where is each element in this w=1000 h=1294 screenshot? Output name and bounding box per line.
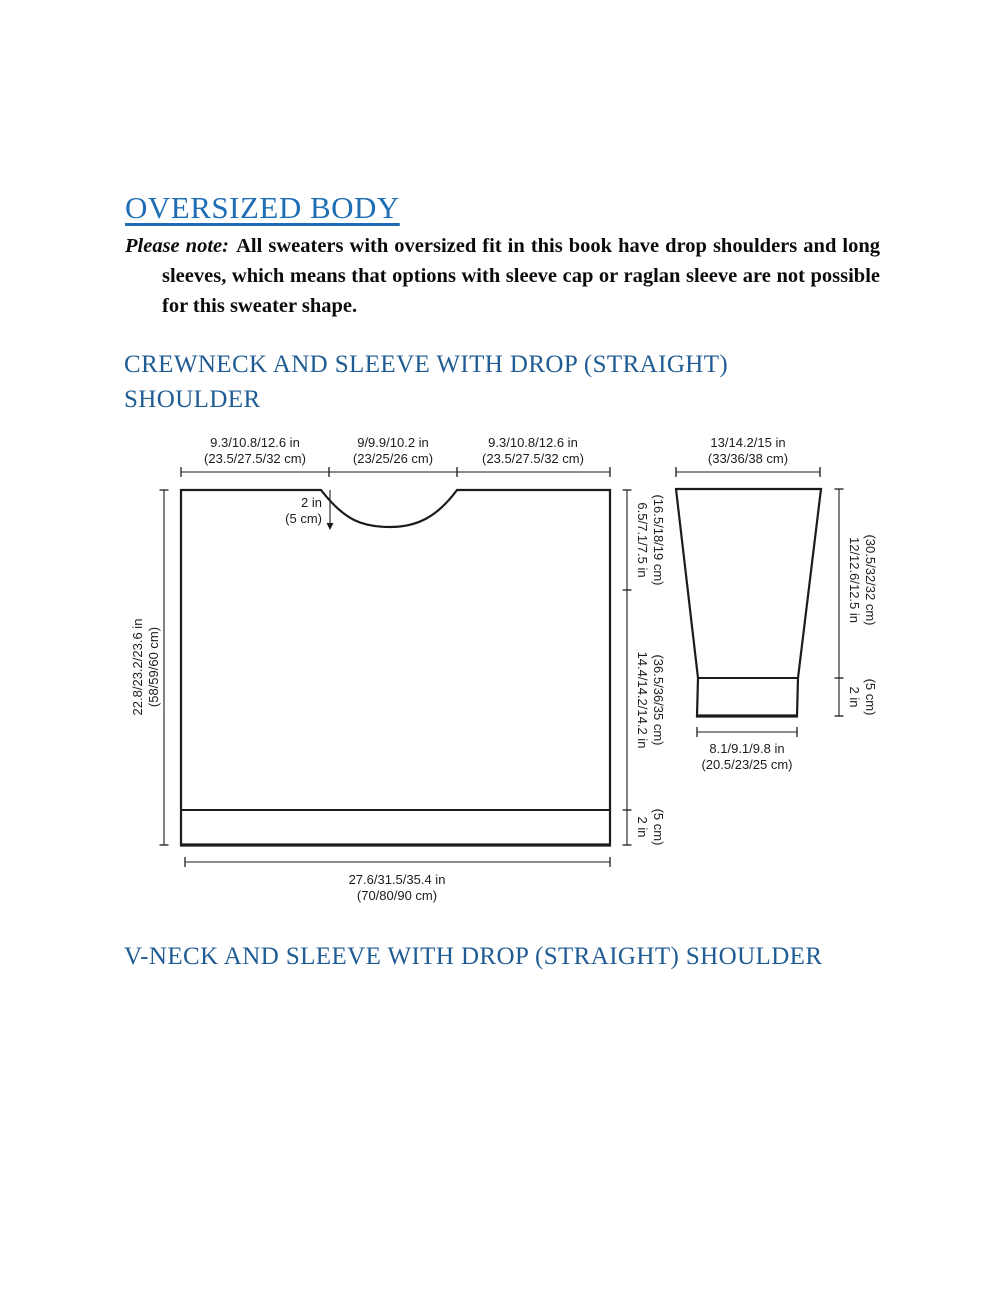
section-heading-vneck: V-NECK AND SLEEVE WITH DROP (STRAIGHT) SHOULDER [124,943,823,970]
section-heading-crewneck: CREWNECK AND SLEEVE WITH DROP (STRAIGHT) SHOULDER [124,351,729,413]
note-paragraph [125,231,880,321]
sleeve-length-in: 12/12.6/12.5 in [847,536,862,624]
shoulder-width-right-cm: (23.5/27.5/32 cm) [482,451,584,466]
schematic-diagram [120,425,900,910]
neck-depth-label-cm: (5 cm) [285,511,322,526]
hem-ribbing-in: 2 in [635,816,650,838]
shoulder-width-left-cm: (23.5/27.5/32 cm) [204,451,306,466]
neck-width-cm: (23/25/26 cm) [352,451,434,466]
sleeve-bottom-dimension [697,727,797,772]
neck-width-in: 9/9.9/10.2 in [357,435,429,450]
sleeve-top-dimension [676,435,820,477]
sleeve-schematic [676,489,821,716]
bottom-width-cm: (70/80/90 cm) [356,888,438,903]
lower-body-length-cm: (36.5/36/35 cm) [651,654,666,746]
page-title: OVERSIZED BODY [125,190,400,225]
yoke-depth-cm: (16.5/18/19 cm) [651,494,666,586]
note-lead: Please note: [125,235,229,257]
cuff-ribbing-cm: (5 cm) [863,678,878,716]
shoulder-width-left-in: 9.3/10.8/12.6 in [210,435,300,450]
sleeve-top-width-in: 13/14.2/15 in [710,435,786,450]
body-bottom-dimension [185,857,610,903]
body-right-dimension [623,490,667,845]
shoulder-width-right-in: 9.3/10.8/12.6 in [488,435,578,450]
body-schematic [180,490,611,845]
hem-ribbing-cm: (5 cm) [651,808,666,846]
body-left-dimension [130,490,169,845]
yoke-depth-in: 6.5/7.1/7.5 in [635,502,650,578]
total-length-in: 22.8/23.2/23.6 in [130,618,145,716]
cuff-ribbing-in: 2 in [847,686,862,708]
lower-body-length-in: 14.4/14.2/14.2 in [635,651,650,749]
sleeve-outline [676,489,821,716]
total-length-cm: (58/59/60 cm) [146,626,161,708]
sleeve-top-width-cm: (33/36/38 cm) [707,451,789,466]
body-outline [181,490,610,845]
sleeve-right-dimension [835,489,879,716]
sleeve-length-cm: (30.5/32/32 cm) [863,534,878,626]
neck-depth-arrow [327,523,334,530]
cuff-width-in: 8.1/9.1/9.8 in [709,741,785,756]
note-body: All sweaters with oversized fit in this book have drop shoulders and long sleeves, which means that options with sleeve cap or raglan sleeve are not possible for this sweater shape. [162,235,880,317]
neck-depth-label-in: 2 in [301,495,322,510]
cuff-width-cm: (20.5/23/25 cm) [701,757,793,772]
bottom-width-in: 27.6/31.5/35.4 in [348,872,446,887]
body-top-dimension [181,435,610,477]
